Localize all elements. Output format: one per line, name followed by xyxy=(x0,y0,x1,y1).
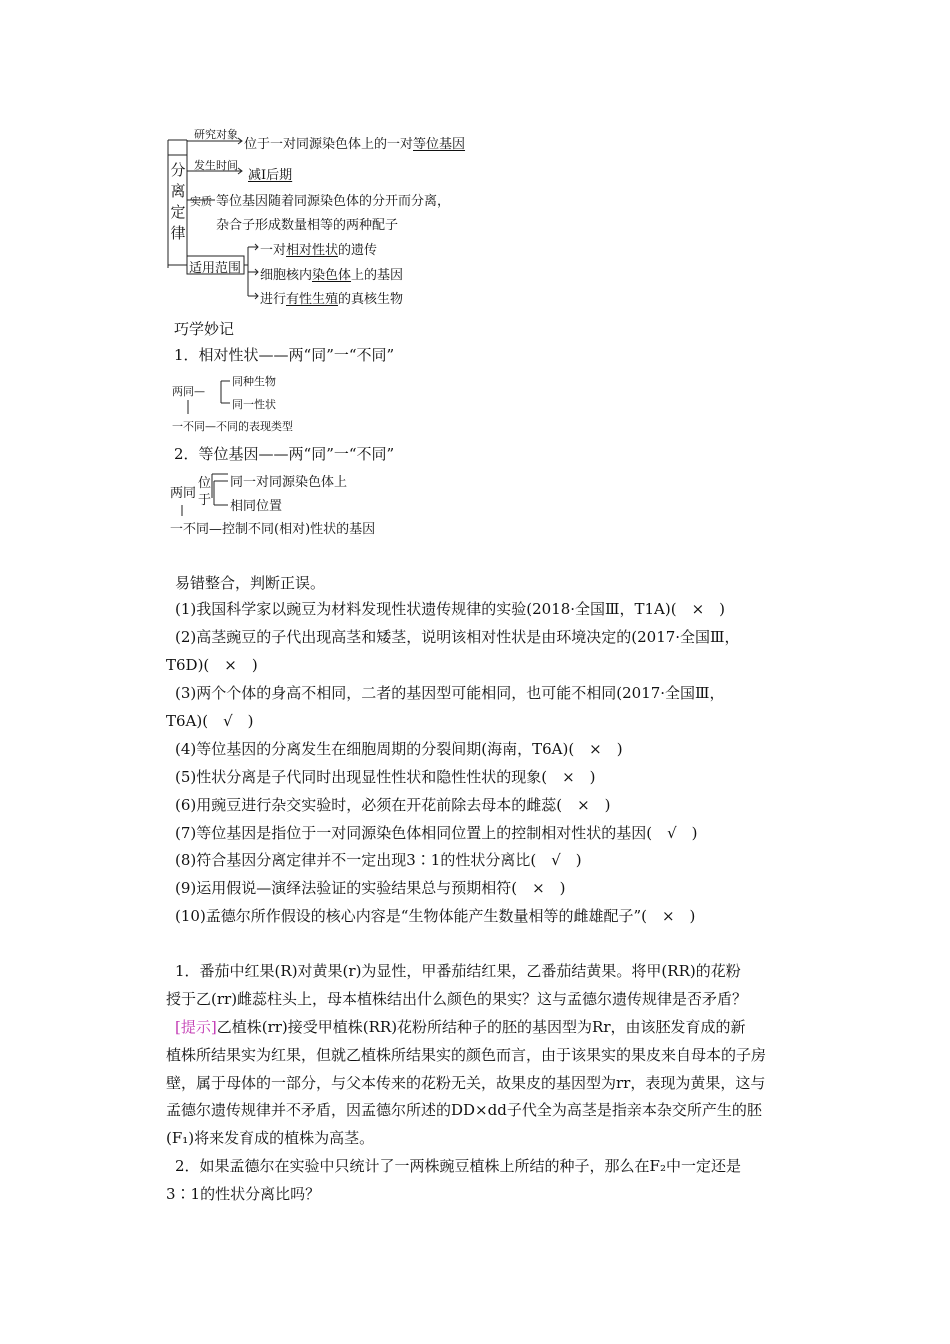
memory1-bottom: 一不同—不同的表现类型 xyxy=(172,420,293,433)
memory-section-title: 巧学妙记 xyxy=(174,320,235,338)
memory2-mid: 于 xyxy=(198,493,212,508)
judge-item: (3)两个个体的身高不相同，二者的基因型可能相同，也可能不相同(2017·全国Ⅲ， xyxy=(175,684,725,702)
memory2-mid: 位 xyxy=(198,476,212,491)
q1-answer-line: 壁，属于母体的一部分，与父本传来的花粉无关，故果皮的基因型为rr，表现为黄果，这与 xyxy=(166,1074,766,1092)
branch-label-timing: 发生时间 xyxy=(194,159,238,172)
hint-label: [提示] xyxy=(175,1018,217,1036)
scope-text: 一对 xyxy=(260,243,287,258)
memory2-connector-lines xyxy=(0,0,950,540)
scope-text: 的遗传 xyxy=(338,243,378,258)
branch-label-scope: 适用范围 xyxy=(189,261,242,276)
memory1-title: 1．相对性状——两“同”一“不同” xyxy=(174,346,395,364)
root-char: 离 xyxy=(170,182,186,200)
branch-content-essence-line2: 杂合子形成数量相等的两种配子 xyxy=(216,218,399,233)
answer-text: 乙植株(rr)接受甲植株(RR)花粉所结种子的胚的基因型为Rr，由该胚发育成的新 xyxy=(216,1018,746,1036)
q1-answer-line: (F₁)将来发育成的植株为高茎。 xyxy=(166,1129,375,1147)
judge-item: (2)高茎豌豆的子代出现高茎和矮茎，说明该相对性状是由环境决定的(2017·全国Ⅲ， xyxy=(175,628,740,646)
q1-answer-first xyxy=(175,1016,746,1037)
branch-label-research-object: 研究对象 xyxy=(194,128,238,141)
judge-item-cont: T6A)( √ ) xyxy=(166,712,254,730)
memory2-title: 2．等位基因——两“同”一“不同” xyxy=(174,445,395,463)
judge-title: 易错整合，判断正误。 xyxy=(175,574,326,592)
memory1-left: 两同— xyxy=(172,385,205,398)
judge-item-cont: T6D)( × ) xyxy=(166,656,258,674)
judge-item: (8)符合基因分离定律并不一定出现3∶1的性状分离比( √ ) xyxy=(175,851,582,869)
content-underlined: 减Ⅰ后期 xyxy=(248,168,293,183)
judge-item: (9)运用假说—演绎法验证的实验结果总与预期相符( × ) xyxy=(175,879,566,897)
scope-underlined: 有性生殖 xyxy=(286,292,339,307)
q1-answer-line: 植株所结果实为红果，但就乙植株所结果实的颜色而言，由于该果实的果皮来自母本的子房 xyxy=(166,1046,767,1064)
memory1-item: 同种生物 xyxy=(232,375,276,388)
root-char: 定 xyxy=(170,203,186,221)
judge-item: (4)等位基因的分离发生在细胞周期的分裂间期(海南，T6A)( × ) xyxy=(175,740,623,758)
root-char: 律 xyxy=(170,224,186,242)
judge-item: (10)孟德尔所作假设的核心内容是“生物体能产生数量相等的雌雄配子”( × ) xyxy=(175,907,696,925)
scope-text: 细胞核内 xyxy=(260,268,313,283)
memory2-left: 两同 xyxy=(170,486,197,501)
root-char: 分 xyxy=(170,161,186,179)
scope-text: 上的基因 xyxy=(351,268,404,283)
judge-item: (1)我国科学家以豌豆为材料发现性状遗传规律的实验(2018·全国Ⅲ，T1A)( × ) xyxy=(175,600,726,618)
judge-item: (7)等位基因是指位于一对同源染色体相同位置上的控制相对性状的基因( √ ) xyxy=(175,824,698,842)
branch-content-essence-line1: 等位基因随着同源染色体的分开而分离， xyxy=(216,194,451,209)
q1-line: 授于乙(rr)雌蕊柱头上，母本植株结出什么颜色的果实？这与孟德尔遗传规律是否矛盾？ xyxy=(166,990,748,1008)
branch-label-essence: 实质 xyxy=(190,195,212,208)
scope-underlined: 染色体 xyxy=(312,268,352,283)
scope-text: 进行 xyxy=(260,292,287,307)
memory1-item: 同一性状 xyxy=(232,398,276,411)
scope-underlined: 相对性状 xyxy=(286,243,339,258)
memory2-item: 相同位置 xyxy=(230,499,283,514)
judge-item: (6)用豌豆进行杂交实验时，必须在开花前除去母本的雌蕊( × ) xyxy=(175,796,611,814)
memory2-bottom: 一不同—控制不同(相对)性状的基因 xyxy=(170,522,376,537)
content-underlined: 等位基因 xyxy=(413,137,466,152)
q2-line: 3∶1的性状分离比吗？ xyxy=(166,1185,321,1203)
judge-item: (5)性状分离是子代同时出现显性性状和隐性性状的现象( × ) xyxy=(175,768,596,786)
q2-line: 2．如果孟德尔在实验中只统计了一两株豌豆植株上所结的种子，那么在F₂中一定还是 xyxy=(175,1157,741,1175)
memory2-item: 同一对同源染色体上 xyxy=(230,475,348,490)
q1-line: 1．番茄中红果(R)对黄果(r)为显性，甲番茄结红果，乙番茄结黄果。将甲(RR)的花粉 xyxy=(175,962,741,980)
scope-text: 的真核生物 xyxy=(338,292,404,307)
q1-answer-line: 孟德尔遗传规律并不矛盾，因孟德尔所述的DD×dd子代全为高茎是指亲本杂交所产生的胚 xyxy=(166,1101,762,1119)
content-text: 位于一对同源染色体上的一对 xyxy=(244,137,414,152)
